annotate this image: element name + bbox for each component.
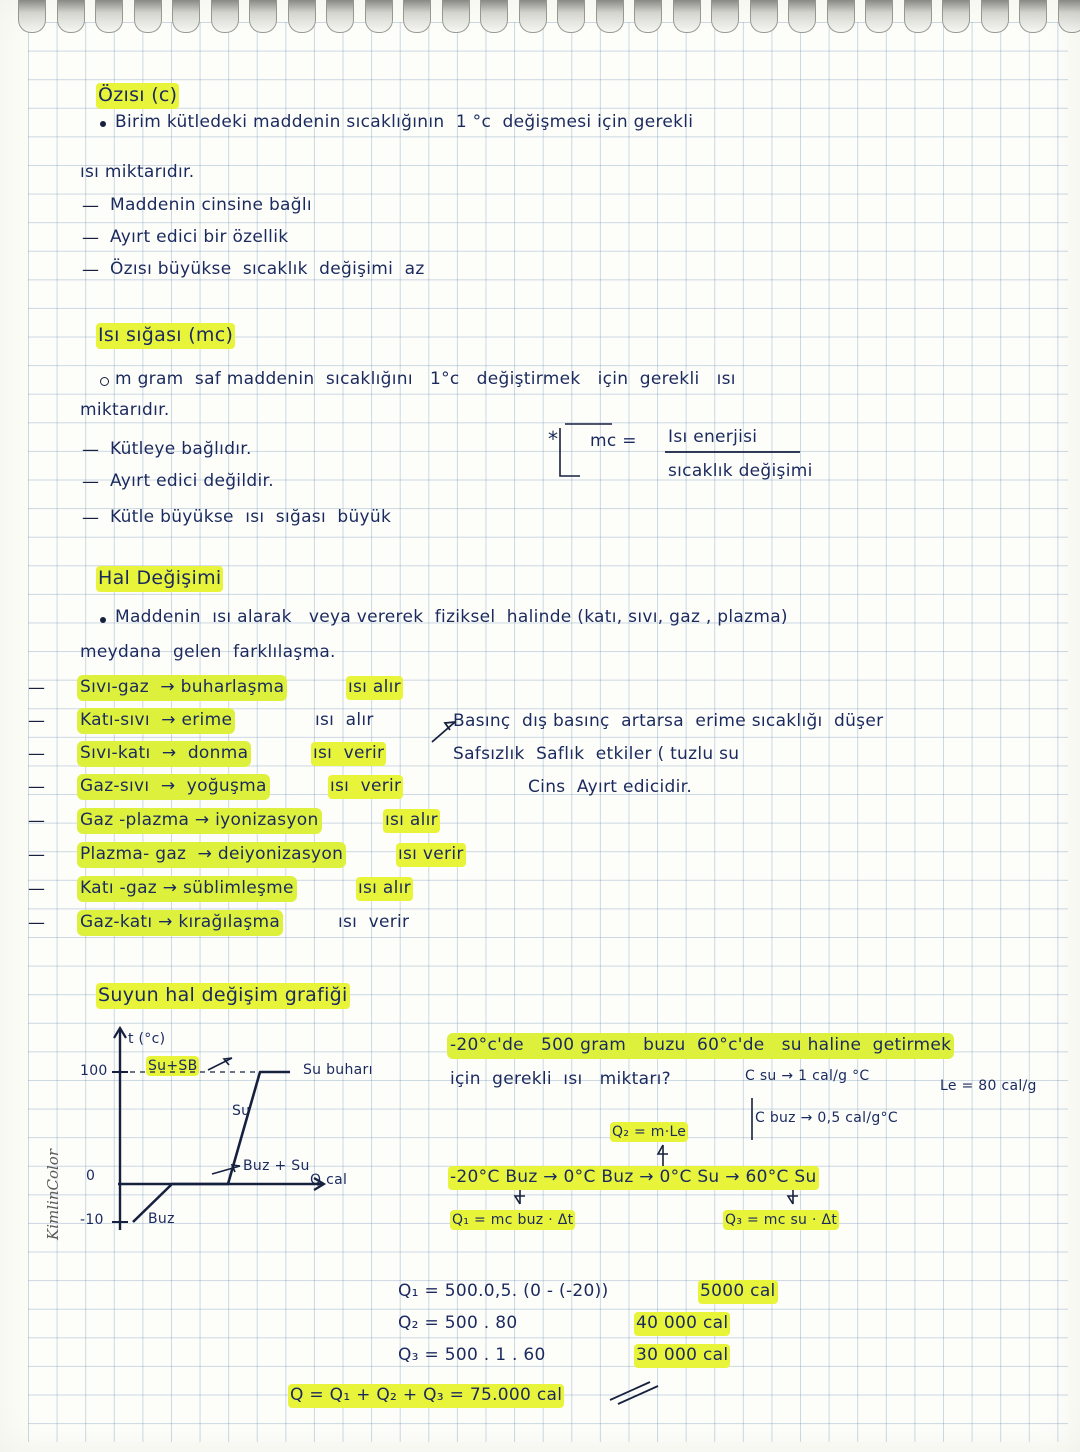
ozisi-definition-line1: Birim kütledeki maddenin sıcaklığının 1 °c değişmesi için gerekli [115, 112, 694, 132]
calc-q2: Q₂ = 500 . 80 [398, 1313, 518, 1333]
spiral-hole [326, 0, 354, 33]
dash-marker: — [28, 711, 45, 731]
transition-tag-2: ısı verir [313, 743, 385, 763]
spiral-hole [981, 0, 1009, 33]
dash-marker: — [82, 440, 99, 460]
ozisi-definition-line2: ısı miktarıdır. [80, 162, 195, 182]
calc-q3-result: 30 000 cal [636, 1345, 729, 1365]
graph-x-axis-label: Q cal [310, 1172, 348, 1188]
dash-marker: — [28, 777, 45, 797]
dash-marker: — [82, 472, 99, 492]
dash-marker: — [28, 744, 45, 764]
formula-star-icon: * [548, 427, 559, 451]
heading-hal-degisimi: Hal Değişimi [98, 567, 222, 589]
spiral-hole [442, 0, 470, 33]
bullet-icon [100, 121, 106, 127]
calc-q2-result: 40 000 cal [636, 1313, 729, 1333]
transition-label-4: Gaz -plazma → iyonizasyon [80, 810, 319, 830]
graph-y-tick-minus10: -10 [80, 1212, 104, 1228]
transition-tag-0: ısı alır [348, 677, 401, 697]
transition-label-5: Plazma- gaz → deiyonizasyon [80, 844, 344, 864]
spiral-hole [904, 0, 932, 33]
graph-label-buz-plus-su: Buz + Su [243, 1158, 310, 1174]
graph-y-tick-0: 0 [86, 1168, 96, 1184]
q3-formula: Q₃ = mc su · Δt [725, 1212, 838, 1228]
calc-q1: Q₁ = 500.0,5. (0 - (-20)) [398, 1281, 609, 1301]
spiral-hole [95, 0, 123, 33]
dash-marker: — [28, 678, 45, 698]
graph-label-buz: Buz [148, 1211, 175, 1227]
constant-le: Le = 80 cal/g [940, 1078, 1037, 1094]
transition-label-2: Sıvı-katı → donma [80, 743, 249, 763]
heading-isi-sigasi: Isı sığası (mc) [98, 324, 234, 346]
spiral-hole [519, 0, 547, 33]
spiral-hole [288, 0, 316, 33]
spiral-hole [711, 0, 739, 33]
note-pressure: Basınç dış basınç artarsa erime sıcaklığı düşer [453, 711, 884, 731]
spiral-hole [1058, 0, 1080, 33]
transition-label-0: Sıvı-gaz → buharlaşma [80, 677, 285, 697]
calc-total: Q = Q₁ + Q₂ + Q₃ = 75.000 cal [290, 1385, 563, 1405]
q2-formula: Q₂ = m·Le [612, 1124, 687, 1140]
constant-c-su: C su → 1 cal/g °C [745, 1068, 870, 1084]
bullet-icon [100, 617, 106, 623]
problem-line-2: için gerekli ısı miktarı? [450, 1069, 671, 1089]
transition-label-3: Gaz-sıvı → yoğuşma [80, 776, 267, 796]
graph-label-su-buhari: Su buharı [303, 1062, 373, 1078]
graph-y-axis-label: t (°c) [128, 1031, 166, 1047]
spiral-hole [134, 0, 162, 33]
spiral-hole [18, 0, 46, 33]
spiral-hole [596, 0, 624, 33]
spiral-hole [57, 0, 85, 33]
graph-y-tick-100: 100 [80, 1063, 108, 1079]
constant-c-buz: C buz → 0,5 cal/g°C [755, 1110, 898, 1126]
dash-marker: — [28, 811, 45, 831]
problem-chain: -20°C Buz → 0°C Buz → 0°C Su → 60°C Su [450, 1167, 817, 1187]
spiral-hole [480, 0, 508, 33]
dash-marker: — [28, 845, 45, 865]
isi-sigasi-definition-line1: m gram saf maddenin sıcaklığını 1°c değiştirmek için gerekli ısı [115, 369, 736, 389]
formula-denominator: sıcaklık değişimi [668, 461, 813, 481]
problem-line-1: -20°c'de 500 gram buzu 60°c'de su haline getirmek [450, 1035, 952, 1055]
ozisi-point-2: Ayırt edici bir özellik [110, 227, 289, 247]
spiral-hole [634, 0, 662, 33]
ozisi-point-1: Maddenin cinsine bağlı [110, 195, 312, 215]
transition-tag-1: ısı alır [315, 710, 374, 730]
calc-q1-result: 5000 cal [700, 1281, 776, 1301]
hal-degisimi-definition-line1: Maddenin ısı alarak veya vererek fiziksel halinde (katı, sıvı, gaz , plazma) [115, 607, 788, 627]
spiral-hole [827, 0, 855, 33]
spiral-binding [0, 0, 1080, 40]
spiral-hole [865, 0, 893, 33]
formula-numerator: Isı enerjisi [668, 427, 758, 447]
spiral-hole [788, 0, 816, 33]
graph-label-su: Su [232, 1103, 251, 1119]
dash-marker: — [82, 196, 99, 216]
dash-marker: — [82, 508, 99, 528]
isi-sigasi-definition-line2: miktarıdır. [80, 400, 170, 420]
transition-tag-5: ısı verir [398, 844, 464, 864]
dash-marker: — [28, 879, 45, 899]
isi-sigasi-point-2: Ayırt edici değildir. [110, 471, 274, 491]
transition-tag-7: ısı verir [338, 912, 410, 932]
transition-label-1: Katı-sıvı → erime [80, 710, 233, 730]
dash-marker: — [28, 913, 45, 933]
heading-ozisi: Özısı (c) [98, 84, 178, 106]
spiral-hole [403, 0, 431, 33]
transition-tag-6: ısı alır [358, 878, 411, 898]
spiral-hole [172, 0, 200, 33]
hal-degisimi-definition-line2: meydana gelen farklılaşma. [80, 642, 336, 662]
spiral-hole [1019, 0, 1047, 33]
q1-formula: Q₁ = mc buz · Δt [452, 1212, 574, 1228]
note-type: Cins Ayırt edicidir. [528, 777, 693, 797]
spiral-hole [750, 0, 778, 33]
bullet-icon [100, 377, 109, 386]
transition-label-6: Katı -gaz → süblimleşme [80, 878, 294, 898]
spiral-hole [942, 0, 970, 33]
graph-label-su-plus-sb: Su+SB [148, 1058, 198, 1074]
spiral-hole [211, 0, 239, 33]
spiral-hole [249, 0, 277, 33]
calc-q3: Q₃ = 500 . 1 . 60 [398, 1345, 546, 1365]
formula-lhs: mc = [590, 431, 637, 451]
spiral-hole [557, 0, 585, 33]
dash-marker: — [82, 260, 99, 280]
heading-grafik: Suyun hal değişim grafiği [98, 984, 348, 1006]
transition-tag-4: ısı alır [385, 810, 438, 830]
isi-sigasi-point-3: Kütle büyükse ısı sığası büyük [110, 507, 392, 527]
note-purity: Safsızlık Saflık etkiler ( tuzlu su [453, 744, 740, 764]
transition-label-7: Gaz-katı → kırağılaşma [80, 912, 281, 932]
spiral-hole [673, 0, 701, 33]
ozisi-point-3: Özısı büyükse sıcaklık değişimi az [110, 259, 425, 279]
transition-tag-3: ısı verir [330, 776, 402, 796]
isi-sigasi-point-1: Kütleye bağlıdır. [110, 439, 252, 459]
dash-marker: — [82, 228, 99, 248]
author-signature: KimlinColor [44, 1149, 62, 1240]
spiral-hole [365, 0, 393, 33]
